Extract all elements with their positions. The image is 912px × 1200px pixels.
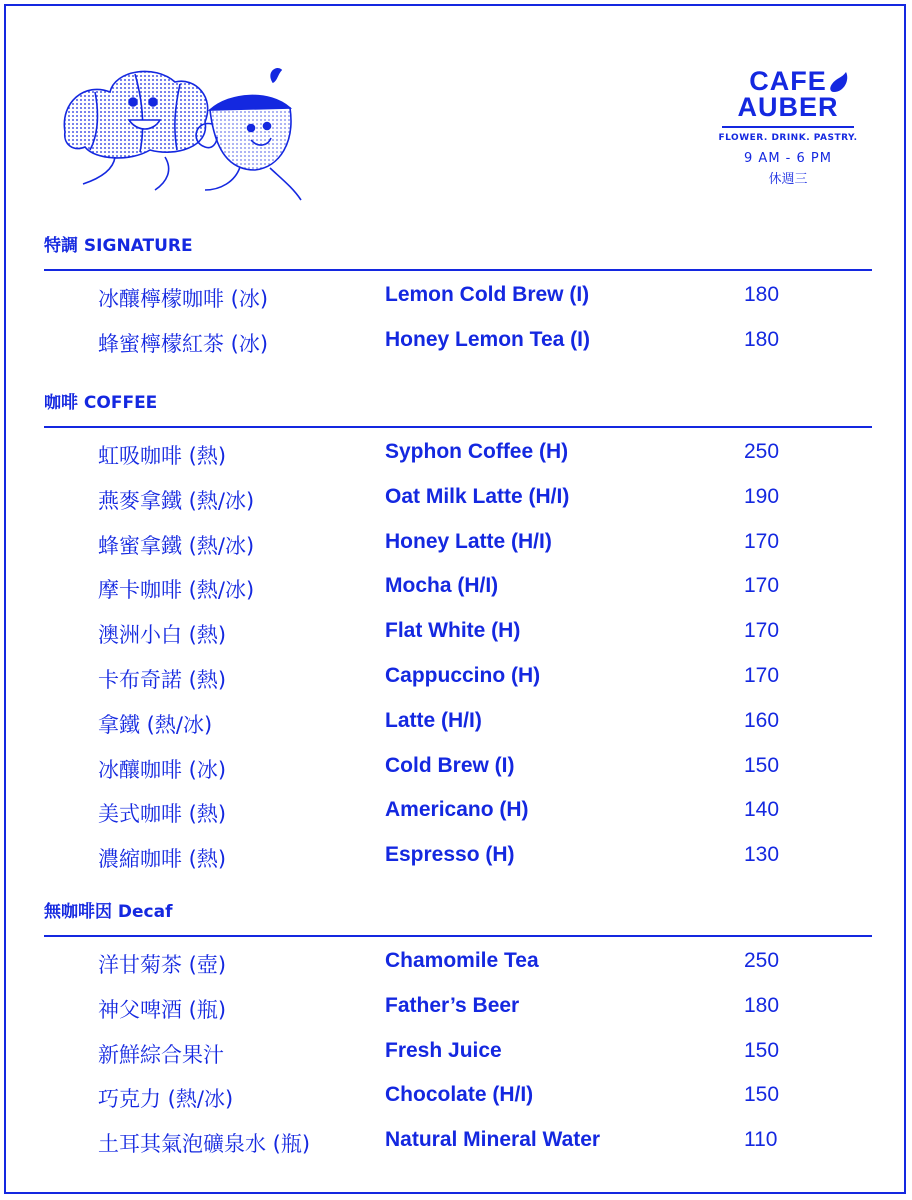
- item-price: 180: [744, 283, 780, 306]
- item-price: 170: [744, 574, 780, 598]
- menu-item: [44, 275, 872, 320]
- menu-item: [44, 432, 872, 477]
- section-title: 特調 SIGNATURE: [44, 236, 193, 256]
- item-name-zh: 濃縮咖啡 (熱): [98, 847, 227, 872]
- brand-divider: [722, 126, 854, 128]
- menu-item: [44, 566, 872, 611]
- item-name-zh: 卡布奇諾 (熱): [98, 667, 227, 692]
- brand-tagline: FLOWER. DRINK. PASTRY.: [718, 133, 858, 143]
- item-name-zh: 巧克力 (熱/冰): [98, 1087, 234, 1112]
- menu-item: [44, 522, 872, 567]
- menu-item: [44, 986, 872, 1031]
- item-name-en: Espresso (H): [385, 843, 515, 867]
- menu-item: [44, 611, 872, 656]
- item-name-en: Chocolate (H/I): [385, 1083, 534, 1107]
- croissant-and-cup-mascots-icon: [55, 62, 315, 212]
- section-divider: [44, 426, 872, 428]
- menu-item: [44, 477, 872, 522]
- item-name-en: Lemon Cold Brew (I): [385, 283, 590, 306]
- item-price: 150: [744, 1038, 780, 1062]
- item-price: 250: [744, 440, 780, 463]
- menu-item: [44, 941, 872, 986]
- item-price: 250: [744, 949, 780, 972]
- closed-day: 休週三: [768, 172, 808, 187]
- item-price: 130: [744, 843, 780, 867]
- item-name-en: Flat White (H): [385, 619, 521, 643]
- item-name-en: Honey Latte (H/I): [385, 529, 552, 553]
- leaf-drop-icon: [828, 70, 850, 96]
- section-title: 無咖啡因 Decaf: [44, 902, 173, 922]
- item-name-zh: 神父啤酒 (瓶): [98, 997, 227, 1022]
- croissant-mascot-icon: [64, 71, 207, 190]
- section-title: 咖啡 COFFEE: [44, 393, 158, 413]
- item-name-zh: 燕麥拿鐵 (熱/冰): [98, 488, 255, 513]
- item-name-zh: 拿鐵 (熱/冰): [98, 712, 213, 737]
- item-price: 190: [744, 484, 780, 508]
- item-name-en: Chamomile Tea: [385, 949, 539, 972]
- menu-item: [44, 1031, 872, 1076]
- item-name-zh: 美式咖啡 (熱): [98, 802, 227, 827]
- item-price: 180: [744, 327, 780, 351]
- menu-item: [44, 320, 872, 365]
- item-name-zh: 摩卡咖啡 (熱/冰): [98, 578, 255, 603]
- item-name-zh: 冰釀咖啡 (冰): [98, 757, 227, 782]
- item-name-en: Syphon Coffee (H): [385, 440, 569, 463]
- menu-item: [44, 701, 872, 746]
- item-name-en: Latte (H/I): [385, 708, 482, 732]
- item-price: 160: [744, 708, 780, 732]
- section-decaf: [44, 899, 872, 1165]
- item-price: 140: [744, 798, 780, 822]
- item-name-en: Mocha (H/I): [385, 574, 499, 598]
- item-name-zh: 洋甘菊茶 (壺): [98, 953, 227, 977]
- item-name-zh: 虹吸咖啡 (熱): [98, 444, 227, 468]
- item-name-en: Natural Mineral Water: [385, 1128, 601, 1152]
- menu-item: [44, 1120, 872, 1165]
- coffee-cup-mascot-icon: [196, 69, 301, 200]
- menu-item: [44, 790, 872, 835]
- section-divider: [44, 935, 872, 937]
- menu-item: [44, 746, 872, 791]
- item-price: 170: [744, 619, 780, 643]
- item-price: 150: [744, 753, 780, 777]
- brand-name-line2: AUBER: [737, 92, 839, 122]
- menu-item: [44, 835, 872, 880]
- item-name-en: Cold Brew (I): [385, 753, 515, 777]
- section-signature: [44, 233, 872, 365]
- opening-hours: 9 AM - 6 PM: [744, 151, 832, 166]
- item-name-en: Fresh Juice: [385, 1038, 502, 1062]
- brand-name-line1: CAFE: [749, 66, 827, 96]
- item-price: 150: [744, 1083, 780, 1107]
- item-name-zh: 冰釀檸檬咖啡 (冰): [98, 287, 269, 311]
- item-price: 180: [744, 993, 780, 1017]
- item-name-zh: 蜂蜜檸檬紅茶 (冰): [98, 331, 269, 356]
- item-price: 170: [744, 663, 780, 687]
- section-divider: [44, 269, 872, 271]
- item-name-en: Father’s Beer: [385, 993, 520, 1017]
- item-name-en: Cappuccino (H): [385, 663, 541, 687]
- item-name-zh: 蜂蜜拿鐵 (熱/冰): [98, 533, 255, 558]
- item-name-zh: 澳洲小白 (熱): [98, 623, 227, 648]
- item-name-en: Americano (H): [385, 798, 529, 822]
- menu-item: [44, 1075, 872, 1120]
- item-price: 170: [744, 529, 780, 553]
- item-name-en: Oat Milk Latte (H/I): [385, 484, 570, 508]
- item-name-zh: 土耳其氣泡礦泉水 (瓶): [98, 1132, 311, 1157]
- section-coffee: [44, 390, 872, 880]
- item-name-en: Honey Lemon Tea (I): [385, 327, 590, 351]
- item-price: 110: [744, 1128, 778, 1152]
- item-name-zh: 新鮮綜合果汁: [98, 1042, 224, 1067]
- menu-item: [44, 656, 872, 701]
